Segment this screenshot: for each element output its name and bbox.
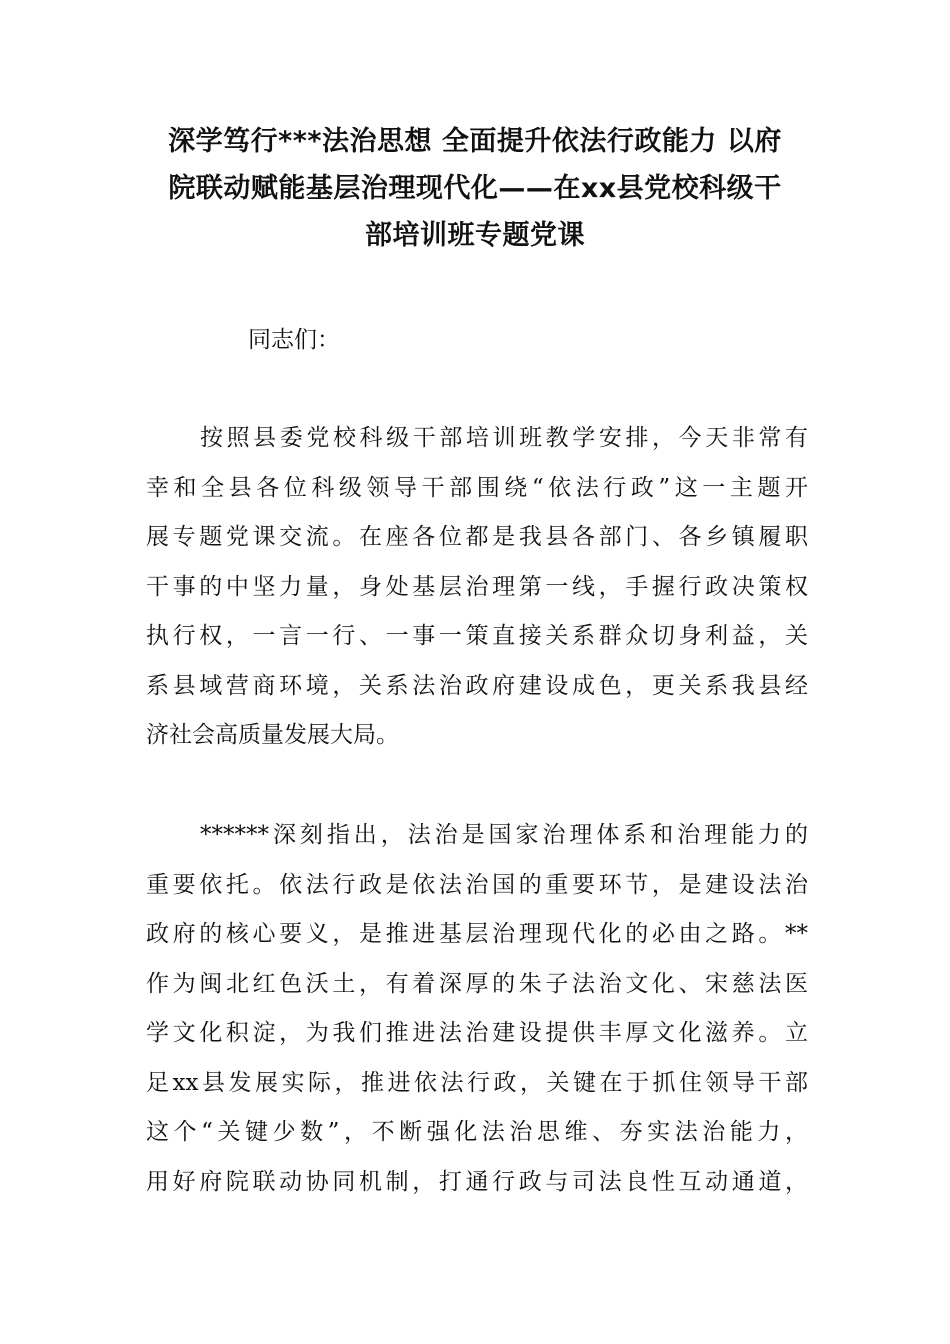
- paragraph-line: 学文化积淀，为我们推进法治建设提供丰厚文化滋养。立: [146, 1020, 808, 1046]
- paragraph-line: 作为闽北红色沃土，有着深厚的朱子法治文化、宋慈法医: [146, 970, 808, 997]
- paragraph-line: ******深刻指出，法治是国家治理体系和治理能力的: [200, 822, 808, 848]
- salutation: 同志们：: [248, 327, 340, 353]
- title-line: 部培训班专题党课: [365, 220, 585, 251]
- paragraph-line: 重要依托。依法行政是依法治国的重要环节，是建设法治: [146, 871, 808, 898]
- paragraph-line: 足xx县发展实际，推进依法行政，关键在于抓住领导干部: [146, 1069, 808, 1096]
- paragraph-line: 这个“关键少数”，不断强化法治思维、夯实法治能力，: [146, 1119, 808, 1145]
- paragraph-line: 执行权，一言一行、一事一策直接关系群众切身利益，关: [146, 623, 808, 649]
- paragraph-line: 政府的核心要义，是推进基层治理现代化的必由之路。**: [146, 921, 808, 947]
- paragraph-line: 幸和全县各位科级领导干部围绕“依法行政”这一主题开: [146, 474, 808, 501]
- paragraph-intro: [146, 414, 808, 761]
- paragraph-line: 用好府院联动协同机制，打通行政与司法良性互动通道，: [146, 1168, 808, 1195]
- paragraph-line: 干事的中坚力量，身处基层治理第一线，手握行政决策权: [146, 573, 808, 600]
- paragraph-line: 按照县委党校科级干部培训班教学安排，今天非常有: [200, 425, 808, 451]
- document-title: [145, 118, 805, 259]
- paragraph-line: 系县域营商环境，关系法治政府建设成色，更关系我县经: [146, 672, 808, 699]
- paragraph-line: 济社会高质量发展大局。: [146, 722, 399, 748]
- paragraph-rule-of-law: [146, 811, 808, 1207]
- title-line: 深学笃行***法治思想 全面提升依法行政能力 以府: [168, 126, 782, 157]
- paragraph-line: 展专题党课交流。在座各位都是我县各部门、各乡镇履职: [146, 524, 808, 550]
- title-line: 院联动赋能基层治理现代化——在xx县党校科级干: [168, 173, 782, 204]
